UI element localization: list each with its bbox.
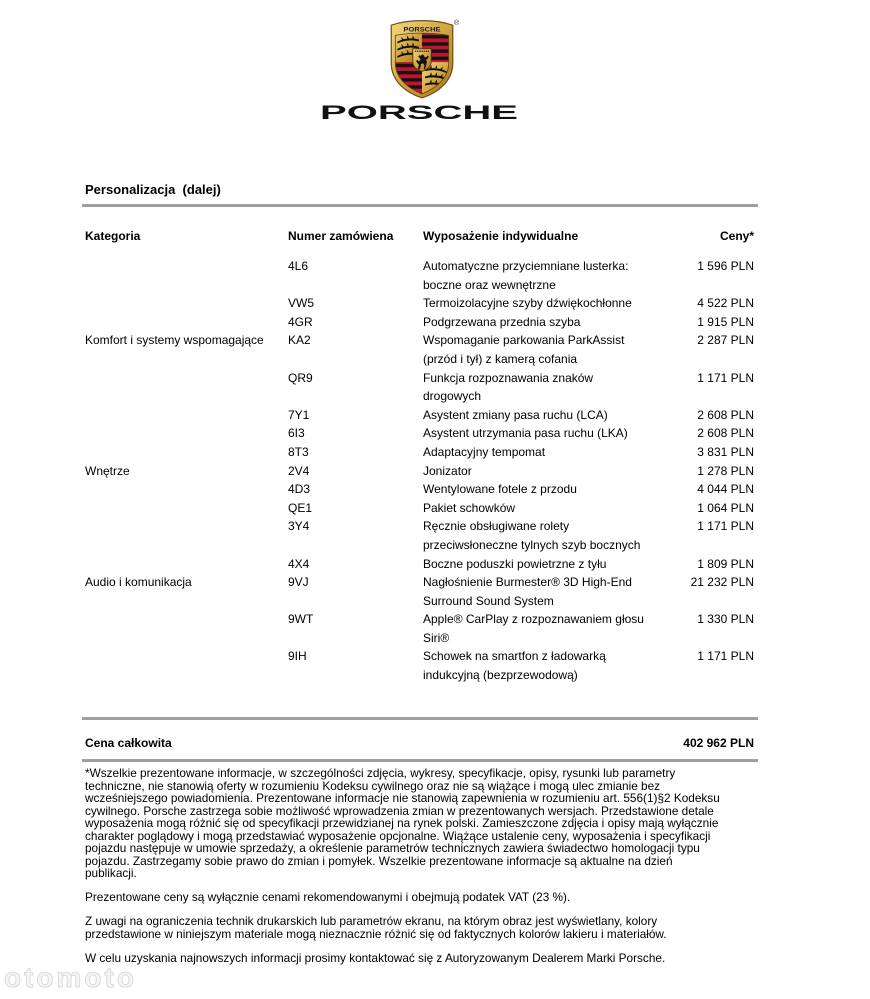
row-equipment-line: Wentylowane fotele z przodu <box>423 482 577 497</box>
row-category <box>85 257 288 294</box>
table-row <box>85 406 754 425</box>
table-row <box>85 257 754 294</box>
row-price: 1 171 PLN <box>697 370 754 385</box>
row-category <box>85 313 288 332</box>
row-equipment <box>423 331 673 368</box>
disclaimer-line: wyposażenia mogą różnić się od specyfikacji przewidzianej na rynek polski. Zamieszczone zdjęcia i opisy mają wyłącznie <box>85 816 719 830</box>
row-price: 1 809 PLN <box>697 556 754 571</box>
row-equipment <box>423 647 673 684</box>
row-equipment-line: boczne oraz wewnętrzne <box>423 277 556 292</box>
row-equipment-line: Schowek na smartfon z ładowarką <box>423 649 606 664</box>
row-order-number: 6I3 <box>288 426 305 441</box>
equipment-table <box>85 257 754 685</box>
row-order-number: 2V4 <box>288 463 310 478</box>
row-equipment <box>423 499 673 518</box>
row-price: 21 232 PLN <box>690 575 754 590</box>
row-order-number: 9IH <box>288 649 307 664</box>
disclaimer-line: charakter poglądowy i mogą przedstawiać wyposażenie opcjonalne. Wiążące ustalenie ceny, wyposażenia i specyfikacji <box>85 828 711 843</box>
watermark: otomoto <box>4 962 137 993</box>
row-price: 1 278 PLN <box>697 463 754 478</box>
porsche-wordmark <box>318 100 522 124</box>
table-header <box>85 228 754 244</box>
table-row <box>85 499 754 518</box>
table-row <box>85 647 754 684</box>
row-equipment-line: Termoizolacyjne szyby dźwiękochłonne <box>423 296 632 311</box>
row-price: 2 608 PLN <box>697 407 754 422</box>
table-row <box>85 462 754 481</box>
row-equipment-line: Jonizator <box>423 463 472 478</box>
row-price: 1 915 PLN <box>697 314 754 329</box>
row-equipment-line: przeciwsłoneczne tylnych szyb bocznych <box>423 537 641 552</box>
row-price: 2 608 PLN <box>697 426 754 441</box>
table-row <box>85 424 754 443</box>
row-category <box>85 443 288 462</box>
table-row <box>85 517 754 554</box>
row-price: 1 171 PLN <box>697 519 754 534</box>
row-order-number: QE1 <box>288 500 313 515</box>
row-equipment-line: Nagłośnienie Burmester® 3D High-End <box>423 575 632 590</box>
row-equipment-line: Pakiet schowków <box>423 500 516 515</box>
porsche-crest-logo <box>388 17 456 99</box>
footnotes <box>85 767 775 964</box>
header-category: Kategoria <box>85 229 141 243</box>
row-equipment <box>423 294 673 313</box>
color-note-line: Z uwagi na ograniczenia technik drukarskich lub parametrów ekranu, na którym obraz jest wyświetlany, kolory <box>85 914 658 928</box>
row-order-number: 9WT <box>288 612 314 627</box>
row-equipment <box>423 257 673 294</box>
header-order-number: Numer zamówiena <box>288 229 394 243</box>
total-value: 402 962 PLN <box>683 736 754 750</box>
header-equipment: Wyposażenie indywidualne <box>423 229 579 243</box>
row-equipment <box>423 517 673 554</box>
row-equipment-line: Podgrzewana przednia szyba <box>423 314 581 329</box>
row-order-number: 7Y1 <box>288 407 310 422</box>
row-equipment-line: Funkcja rozpoznawania znaków <box>423 370 594 385</box>
table-row <box>85 313 754 332</box>
row-order-number: QR9 <box>288 370 313 385</box>
row-equipment-line: Apple® CarPlay z rozpoznawaniem głosu <box>423 612 644 627</box>
row-category <box>85 555 288 574</box>
row-price: 1 064 PLN <box>697 500 754 515</box>
table-row <box>85 573 754 610</box>
table-row <box>85 610 754 647</box>
table-row <box>85 294 754 313</box>
row-equipment-line: Wspomaganie parkowania ParkAssist <box>423 333 625 348</box>
disclaimer-line: pojazdu. Zastrzegamy sobie prawo do zmian i pomyłek. Wszelkie prezentowane informacje są aktualne na dzień <box>85 853 673 868</box>
row-order-number: 4GR <box>288 314 313 329</box>
row-equipment <box>423 462 673 481</box>
contact-note: W celu uzyskania najnowszych informacji prosimy kontaktować się z Autoryzowanym Dealerem Marki Porsche. <box>85 950 666 965</box>
row-order-number: 9VJ <box>288 575 309 590</box>
row-category <box>85 517 288 554</box>
disclaimer-line: techniczne, nie stanowią oferty w rozumieniu Kodeksu cywilnego oraz nie są wiążące i mogą ulec zmianie bez <box>85 778 661 793</box>
row-equipment-line: Ręcznie obsługiwane rolety <box>423 519 570 534</box>
row-category: Komfort i systemy wspomagające <box>85 333 264 348</box>
row-price: 3 831 PLN <box>697 444 754 459</box>
row-price: 1 596 PLN <box>697 259 754 273</box>
row-equipment-line: Automatyczne przyciemniane lusterka: <box>423 259 629 273</box>
row-equipment-line: Boczne poduszki powietrzne z tyłu <box>423 556 607 571</box>
row-equipment-line: Adaptacyjny tempomat <box>423 444 546 459</box>
row-category: Wnętrze <box>85 463 130 478</box>
disclaimer-paragraph <box>85 767 775 880</box>
row-category <box>85 424 288 443</box>
crest-lettering: PORSCHE <box>403 26 442 34</box>
color-note-line: przedstawione w niniejszym materiale mogą nieznacznie różnić się od faktycznych kolorów lakieru i materiałów. <box>85 926 667 941</box>
row-equipment-line: Asystent zmiany pasa ruchu (LCA) <box>423 407 608 422</box>
divider-total-bottom <box>82 759 758 762</box>
row-equipment-line: Asystent utrzymania pasa ruchu (LKA) <box>423 426 628 441</box>
section-title: Personalizacja (dalej) <box>85 182 221 197</box>
row-category <box>85 647 288 684</box>
row-order-number: KA2 <box>288 333 311 348</box>
total-label: Cena całkowita <box>85 736 172 750</box>
row-equipment <box>423 313 673 332</box>
row-order-number: 4D3 <box>288 482 311 497</box>
row-category <box>85 610 288 647</box>
row-equipment-line: drogowych <box>423 389 482 404</box>
row-equipment-line: (przód i tył) z kamerą cofania <box>423 351 578 366</box>
row-category <box>85 499 288 518</box>
row-equipment <box>423 573 673 610</box>
row-category <box>85 406 288 425</box>
header-price: Ceny* <box>719 229 754 243</box>
total-row <box>85 735 754 751</box>
row-equipment <box>423 480 673 499</box>
table-row <box>85 369 754 406</box>
row-price: 1 171 PLN <box>697 649 754 664</box>
row-price: 4 044 PLN <box>697 482 754 497</box>
row-equipment-line: Surround Sound System <box>423 593 554 608</box>
disclaimer-line: pojazdu następuje w umowie sprzedaży, a określenie parametrów technicznych zawiera świadectwo homologacji typu <box>85 841 700 855</box>
row-price: 1 330 PLN <box>697 612 754 627</box>
row-order-number: VW5 <box>288 296 315 311</box>
table-row <box>85 555 754 574</box>
row-equipment <box>423 555 673 574</box>
table-row <box>85 331 754 368</box>
row-order-number: 8T3 <box>288 444 309 459</box>
registered-mark: ® <box>454 20 460 27</box>
row-category <box>85 480 288 499</box>
row-order-number: 3Y4 <box>288 519 310 534</box>
row-equipment <box>423 424 673 443</box>
divider-total-top <box>82 717 758 720</box>
row-category <box>85 294 288 313</box>
disclaimer-line: publikacji. <box>85 866 137 880</box>
disclaimer-line: *Wszelkie prezentowane informacje, w szczególności zdjęcia, wykresy, specyfikacje, opisy, rysunki lub parametry <box>85 766 676 780</box>
row-equipment <box>423 443 673 462</box>
row-equipment <box>423 610 673 647</box>
row-order-number: 4L6 <box>288 259 309 273</box>
row-order-number: 4X4 <box>288 556 310 571</box>
color-note-paragraph <box>85 915 775 940</box>
row-price: 4 522 PLN <box>697 296 754 311</box>
row-equipment-line: Siri® <box>423 630 450 645</box>
row-price: 2 287 PLN <box>697 333 754 348</box>
divider-header <box>82 204 758 207</box>
disclaimer-line: cywilnego. Porsche zastrzega sobie możliwość wprowadzenia zmian w prezentowanych wersjach. Przedstawione detale <box>85 803 714 818</box>
vat-note: Prezentowane ceny są wyłącznie cenami rekomendowanymi i obejmują podatek VAT (23 %). <box>85 890 571 904</box>
row-equipment <box>423 369 673 406</box>
row-category: Audio i komunikacja <box>85 575 192 590</box>
row-equipment <box>423 406 673 425</box>
disclaimer-line: wcześniejszego powiadomienia. Prezentowane informacje nie stanowią zapewnienia w rozumieniu art. 556(1)§2 Kodeksu <box>85 791 720 805</box>
table-row <box>85 480 754 499</box>
row-category <box>85 369 288 406</box>
wordmark-text: PORSCHE <box>320 103 518 124</box>
row-equipment-line: indukcyjną (bezprzewodową) <box>423 668 578 683</box>
table-row <box>85 443 754 462</box>
